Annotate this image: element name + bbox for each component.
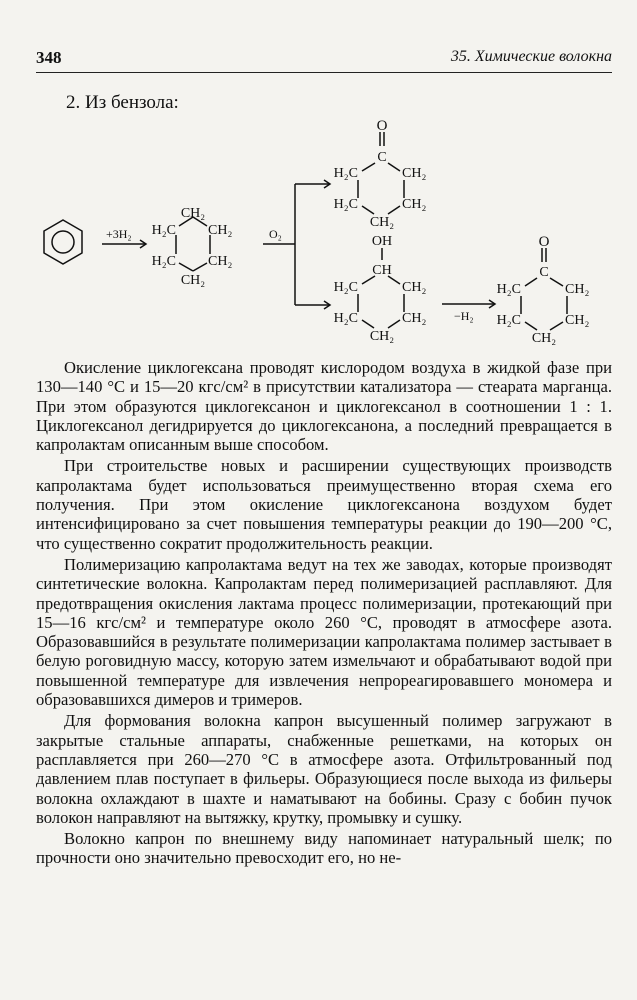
cyclohexane-right-top-ch2: CH₂ bbox=[208, 223, 233, 238]
ketone-top-left-bottom: H₂C bbox=[333, 197, 358, 212]
ketone-right-left-top: H₂C bbox=[496, 282, 521, 297]
paragraph-properties: Волокно капрон по внешнему виду напоминает натуральный шелк; по прочности оно значительно превосходит его, но не- bbox=[36, 829, 612, 868]
alcohol-bottom: CH₂ bbox=[369, 329, 395, 344]
cyclohexanol-ring bbox=[358, 248, 404, 328]
cyclohexane-left-bottom-ch2: H₂C bbox=[151, 254, 176, 269]
cyclohexane-bottom-ch2: CH₂ bbox=[180, 273, 206, 288]
cyclohexanone-ring-right bbox=[521, 248, 567, 330]
running-title: 35. Химические волокна bbox=[450, 48, 612, 65]
body-text bbox=[36, 358, 612, 868]
paragraph-spinning: Для формования волокна капрон высушенный полимер загружают в закрытые стальные аппараты, снабженные решетками, на которых он расплавляется при 260—270 °С в атмосфере азота. Отфильтрованный под давлением плав поступает в фильеры. Образующиеся после выхода из фильеры волокна охлаждают в шахте и наматывают на бобины. Сразу с бобин пучок волокон направляют на вытяжку, крутку, промывку и сушку. bbox=[36, 711, 612, 827]
cyclohexane-top-ch2: CH₂ bbox=[180, 206, 206, 221]
benzene-inner-circle bbox=[52, 231, 74, 253]
ketone-right-left-bottom: H₂C bbox=[496, 313, 521, 328]
oxygen-reagent-label: O₂ bbox=[269, 227, 282, 241]
ketone-right-carbon: C bbox=[539, 265, 549, 280]
page-header bbox=[36, 48, 612, 73]
ketone-top-left-top: H₂C bbox=[333, 166, 358, 181]
benzene-ring bbox=[44, 220, 82, 264]
alcohol-hydroxyl: OH bbox=[371, 234, 393, 249]
paragraph-oxidation: Окисление циклогексана проводят кислородом воздуха в жидкой фазе при 130—140 °С и 15—20 кгс/см² в присутствии катализатора — стеарата марганца. При этом образуются циклогексанон и циклогексанол в соотношении 1 : 1. Циклогексанол дегидрируется до циклогексанона, а последний превращается в капролактам описанным выше способом. bbox=[36, 358, 612, 455]
ketone-right-right-bottom: CH₂ bbox=[565, 313, 590, 328]
section-label: 2. Из бензола: bbox=[66, 92, 179, 113]
ketone-top-right-bottom: CH₂ bbox=[402, 197, 427, 212]
alcohol-left-top: H₂C bbox=[333, 280, 358, 295]
ketone-top-oxygen: O bbox=[376, 118, 388, 134]
paragraph-production: При строительстве новых и расширении существующих производств капролактама будет использоваться преимущественно вторая схема его получения. При этом окисление циклогексанона воздухом будет интенсифицировано за счет повышения температуры реакции до 190—200 °С, что существенно сократит продолжительность реакции. bbox=[36, 456, 612, 553]
cyclohexanone-ring-top bbox=[358, 132, 404, 214]
cyclohexane-right-bottom-ch2: CH₂ bbox=[208, 254, 233, 269]
ketone-top-carbon: C bbox=[377, 150, 387, 165]
paragraph-polymerization: Полимеризацию капролактама ведут на тех же заводах, которые производят синтетические волокна. Капролактам перед полимеризацией расплавляют. Для предотвращения окисления лактама процесс полимеризации, протекающий при 15—16 кгс/см² и температуре около 260 °С, проводят в атмосфере азота. Образовавшийся в результате полимеризации капролактама полимер застывает в белую роговидную массу, которую затем измельчают и обрабатывают водой при повышенной температуре для извлечения непрореагировавшего мономера и образовавшихся димеров и тримеров. bbox=[36, 554, 612, 710]
ketone-right-oxygen: O bbox=[538, 234, 550, 250]
cyclohexane-left-top-ch2: H₂C bbox=[151, 223, 176, 238]
hydrogen-reagent-label: +3H₂ bbox=[106, 227, 132, 241]
ketone-right-bottom: CH₂ bbox=[531, 331, 557, 346]
alcohol-carbon: CH bbox=[372, 263, 392, 278]
ketone-right-right-top: CH₂ bbox=[565, 282, 590, 297]
cyclohexane-ring bbox=[176, 217, 210, 271]
alcohol-left-bottom: H₂C bbox=[333, 311, 358, 326]
alcohol-right-top: CH₂ bbox=[402, 280, 427, 295]
ketone-top-bottom: CH₂ bbox=[369, 215, 395, 230]
dehydrogenation-label: −H₂ bbox=[454, 309, 474, 323]
ketone-top-right-top: CH₂ bbox=[402, 166, 427, 181]
alcohol-right-bottom: CH₂ bbox=[402, 311, 427, 326]
page-number: 348 bbox=[36, 48, 62, 67]
reaction-scheme bbox=[40, 108, 620, 348]
